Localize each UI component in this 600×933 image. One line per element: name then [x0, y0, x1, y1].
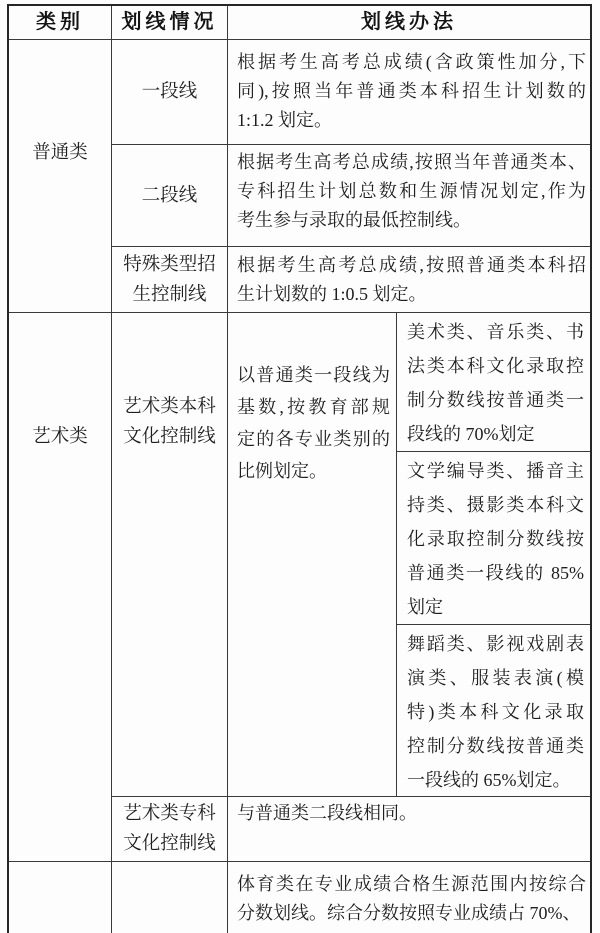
text-line: 根据考生高考总成绩,按照当年普通类本、 [237, 152, 586, 172]
text-line: 段线的 70%划定 [407, 424, 535, 444]
text-line: 分数划线。综合分数按照专业成绩占 70%、 [237, 903, 581, 923]
text-line: 美术类、音乐类、书 [407, 322, 584, 342]
situation-cell-yishu-benke [112, 313, 228, 797]
text-line: 与普通类二段线相同。 [237, 803, 417, 823]
text-line: 根据考生高考总成绩,按照普通类本科招 [237, 255, 586, 275]
situation-cell-tiyu-empty [112, 862, 228, 933]
method-cell-yiduan [228, 40, 590, 145]
text-line: 1:1.2 划定。 [237, 110, 333, 130]
text-line: 艺术类专科 [123, 804, 216, 824]
header-cell-category: 类别 [9, 6, 112, 40]
text-line: 专科招生计划总数和生源情况划定,作为 [237, 181, 586, 201]
text-line: 以普通类一段线为 [237, 365, 390, 385]
text-line: 基数,按教育部规 [237, 397, 390, 417]
situation-cell-teshu [112, 247, 228, 313]
situation-cell-erduan [112, 145, 228, 247]
text-line: 艺术类本科 [123, 397, 216, 417]
method-cell-yishu-benke-base [228, 313, 397, 797]
method-cell-art-sub-wenxue [397, 452, 590, 625]
category-cell-putong: 普通类 [9, 40, 112, 313]
text-line: 生计划数的 1:0.5 划定。 [237, 284, 427, 304]
text-line: 考生参与录取的最低控制线。 [237, 210, 471, 230]
text-line: 化录取控制分数线按 [407, 529, 584, 549]
text-line: 一段线 [141, 82, 198, 102]
method-cell-erduan [228, 145, 590, 247]
method-cell-yishu-zhuanke [228, 797, 590, 862]
situation-cell-yiduan [112, 40, 228, 145]
method-cell-art-sub-meishu [397, 313, 590, 452]
header-cell-method: 划线办法 [228, 6, 590, 40]
method-cell-tiyu [228, 862, 590, 933]
text-line: 生控制线 [132, 284, 207, 305]
text-line: 特殊类型招 [123, 254, 216, 275]
method-cell-teshu [228, 247, 590, 313]
text-line: 文学编导类、播音主 [407, 461, 584, 481]
text-line: 文化控制线 [123, 427, 216, 447]
text-line: 舞蹈类、影视戏剧表 [407, 634, 584, 654]
method-cell-art-sub-wudao [397, 625, 590, 797]
text-line: 体育类在专业成绩合格生源范围内按综合 [237, 874, 586, 894]
category-cell-tiyu [9, 862, 112, 933]
text-line: 控制分数线按普通类 [407, 736, 584, 756]
text-line: 比例划定。 [237, 461, 327, 481]
text-line: 普通类一段线的 85% [407, 563, 584, 583]
text-line: 制分数线按普通类一 [407, 390, 584, 410]
text-line: 持类、摄影类本科文 [407, 495, 584, 515]
header-cell-situation: 划线情况 [112, 6, 228, 40]
text-line: 文化控制线 [123, 834, 216, 854]
text-line: 定的各专业类别的 [237, 429, 390, 449]
text-line: 二段线 [141, 185, 198, 206]
text-line: 演类、服装表演(模 [407, 668, 584, 688]
text-line: 法类本科文化录取控 [407, 356, 584, 376]
text-line: 根据考生高考总成绩(含政策性加分,下 [237, 52, 586, 72]
text-line: 一段线的 65%划定。 [407, 770, 571, 790]
category-cell-yishu: 艺术类 [9, 313, 112, 862]
text-line: 特)类本科文化录取 [407, 702, 584, 722]
text-line: 同),按照当年普通类本科招生计划数的 [237, 81, 586, 101]
text-line: 划定 [407, 597, 443, 617]
situation-cell-yishu-zhuanke [112, 797, 228, 862]
